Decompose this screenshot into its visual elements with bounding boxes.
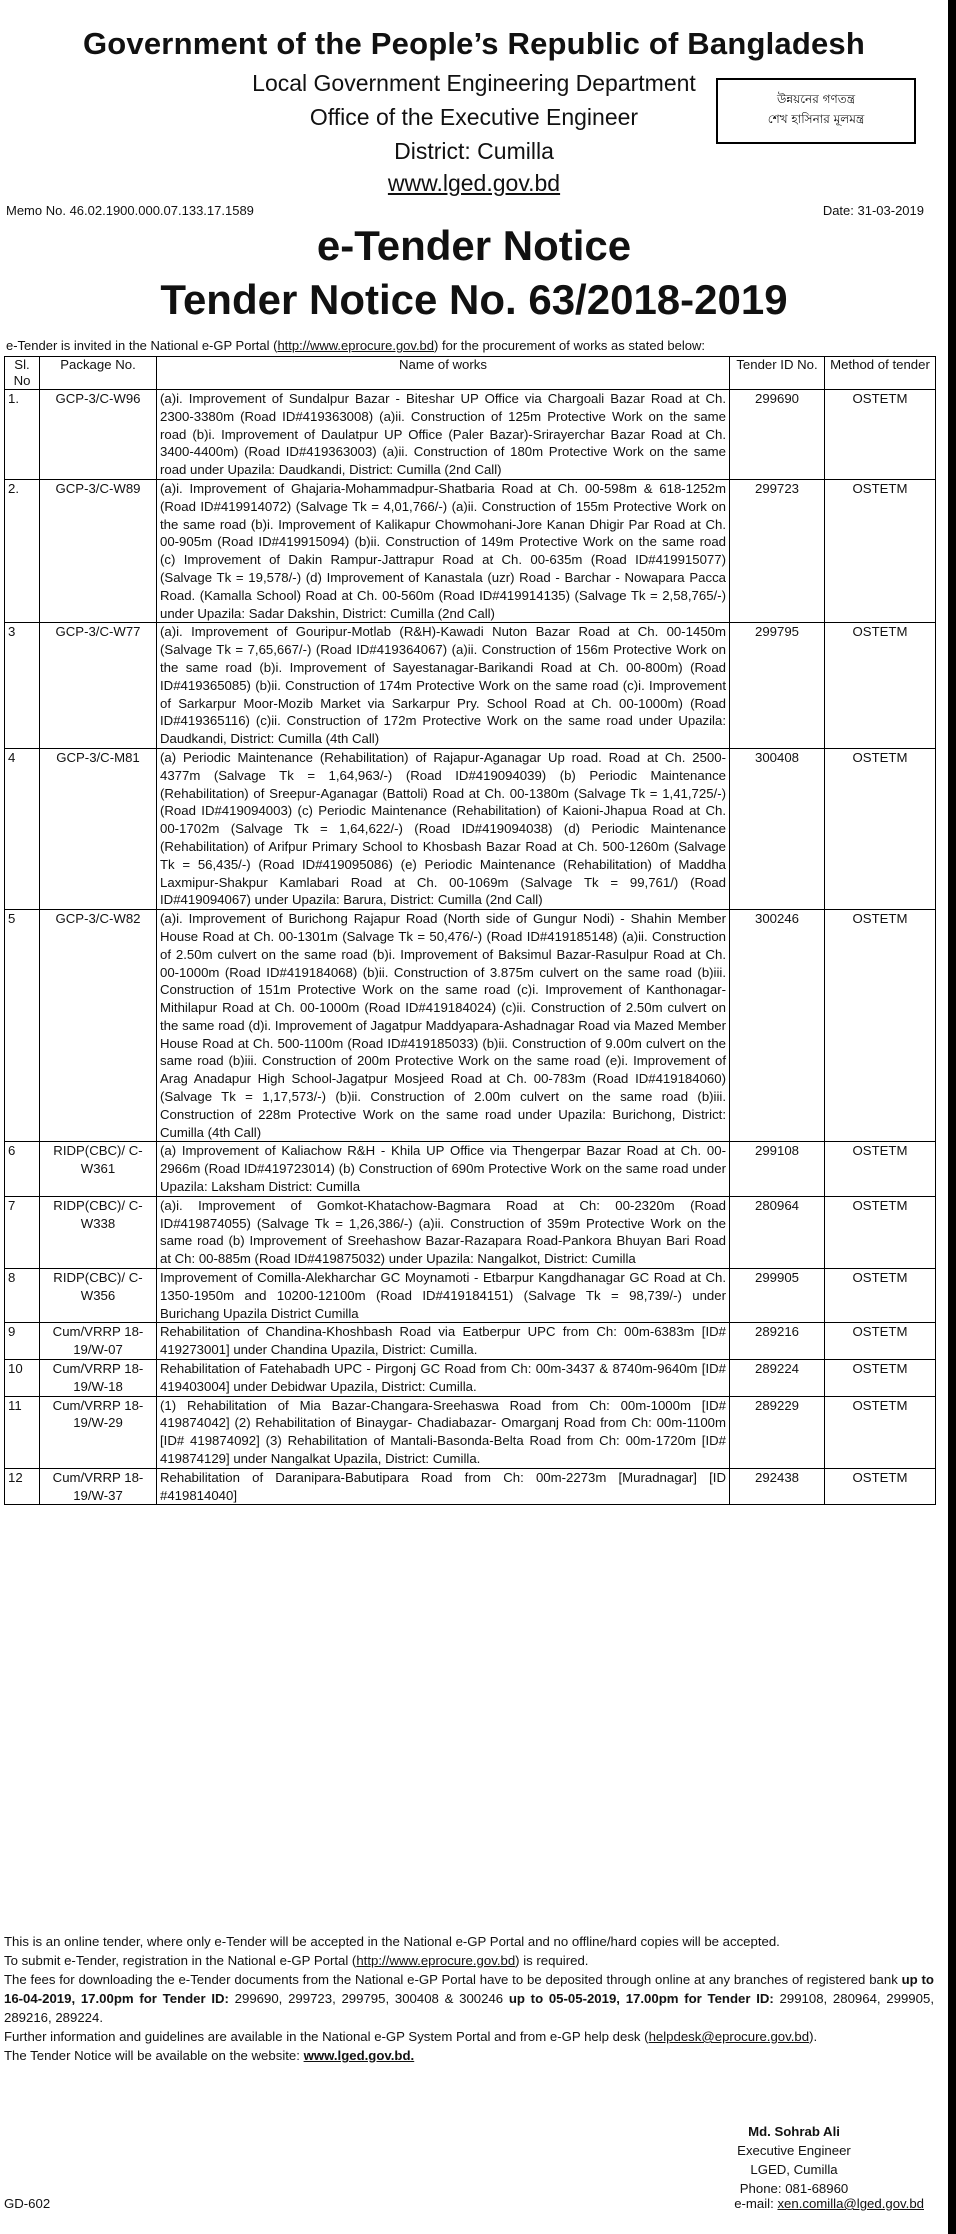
row-sl: 9 bbox=[5, 1323, 40, 1360]
website-text: The Tender Notice will be available on the website: bbox=[4, 2048, 304, 2063]
row-package: RIDP(CBC)/ C-W361 bbox=[40, 1142, 157, 1196]
row-tender-id: 292438 bbox=[730, 1468, 825, 1505]
header-sl: Sl. No bbox=[5, 357, 40, 390]
row-tender-id: 300408 bbox=[730, 748, 825, 909]
row-package: RIDP(CBC)/ C-W356 bbox=[40, 1269, 157, 1323]
row-tender-id: 299690 bbox=[730, 390, 825, 480]
row-package: GCP-3/C-M81 bbox=[40, 748, 157, 909]
notice-title: e-Tender Notice bbox=[316, 222, 632, 269]
signatory-designation: Executive Engineer bbox=[737, 2143, 851, 2158]
intro-before: e-Tender is invited in the National e-GP Portal ( bbox=[6, 338, 278, 353]
row-tender-id: 299108 bbox=[730, 1142, 825, 1196]
row-package: Cum/VRRP 18-19/W-07 bbox=[40, 1323, 157, 1360]
deadline-2: up to 05-05-2019, 17.00pm for Tender ID: bbox=[508, 1991, 774, 2006]
deadline-1: up to 16-04-2019, 17.00pm for Tender ID: bbox=[4, 1972, 934, 2006]
footer-line-5 bbox=[4, 2046, 934, 2065]
row-sl: 8 bbox=[5, 1269, 40, 1323]
row-name: Rehabilitation of Chandina-Khoshbash Road via Eatberpur UPC from Ch: 00m-6383m [ID# 419273001] under Chandina Upazila, District: Cumilla. bbox=[157, 1323, 730, 1360]
row-name: (a)i. Improvement of Ghajaria-Mohammadpur-Shatbaria Road at Ch. 00-598m & 618-1252m (Road ID#419914072) (Salvage Tk = 4,01,766/-) (a)ii. Construction of 155m Protective Work on the same road (b)i. Improvement of Kalikapur Chowmohani-Jore Kanan Dhigir Par Road at Ch. 00-905m (Road ID#419915094) (b)ii. Construction of 149m Protective Work on the same road (c) Improvement of Dakin Rampur-Jattrapur Road at Ch. 00-635m (Road ID#419915077) (Salvage Tk = 19,578/-) (d) Improvement of Kanastala (uzr) Road - Barchar - Nowapara Pacca Road. (Kamalla School) Road at Ch. 00-560m (Road ID#419914135) (Salvage Tk = 2,58,765/-) under Upazila: Sadar Dakshin, District: Cumilla (2nd Call) bbox=[157, 479, 730, 622]
row-method: OSTETM bbox=[825, 1196, 936, 1268]
signatory-name: Md. Sohrab Ali bbox=[748, 2124, 840, 2139]
slogan-box bbox=[716, 78, 916, 144]
row-name: (1) Rehabilitation of Mia Bazar-Changara-Sreehaswa Road from Ch: 00m-1000m [ID# 419874042] (2) Rehabilitation of Binaygar- Chadiabazar- Omarganj Road from Ch: 00m-1100m [ID# 419874092] (3) Rehabilitation of Mantali-Basonda-Belta Road from Ch: 00m-1720m [ID# 419874129] under Nangalkat Upazila, District: Cumilla. bbox=[157, 1396, 730, 1468]
row-tender-id: 299795 bbox=[730, 623, 825, 749]
footer-line-2-text: To submit e-Tender, registration in the National e-GP Portal ( bbox=[4, 1953, 357, 1968]
row-sl: 12 bbox=[5, 1468, 40, 1505]
table-row bbox=[5, 1269, 936, 1323]
table-row bbox=[5, 390, 936, 480]
table-row bbox=[5, 623, 936, 749]
footer-line-4 bbox=[4, 2027, 934, 2046]
row-name: (a)i. Improvement of Gomkot-Khatachow-Bagmara Road at Ch: 00-2320m (Road ID#419874055) (Salvage Tk = 1,26,386/-) (a)ii. Construction of 359m Protective Work on the same road (b) Improvement of Sreehashow Bazar-Razapara Road-Pankora Bhuyan Bari Road at Ch: 00-885m (Road ID#419875032) under Upazila: Nangalkot, District: Cumilla bbox=[157, 1196, 730, 1268]
row-method: OSTETM bbox=[825, 623, 936, 749]
notice-date: Date: 31-03-2019 bbox=[822, 203, 924, 218]
row-method: OSTETM bbox=[825, 1323, 936, 1360]
gd-number: GD-602 bbox=[4, 2196, 51, 2211]
row-tender-id: 280964 bbox=[730, 1196, 825, 1268]
eprocure-link[interactable]: http://www.eprocure.gov.bd bbox=[356, 1953, 516, 1968]
tender-table bbox=[4, 356, 936, 1505]
table-header-row bbox=[5, 357, 936, 390]
row-package: RIDP(CBC)/ C-W338 bbox=[40, 1196, 157, 1268]
row-tender-id: 299905 bbox=[730, 1269, 825, 1323]
table-row bbox=[5, 748, 936, 909]
helpdesk-text: Further information and guidelines are available in the National e-GP System Portal and from e-GP help desk ( bbox=[4, 2029, 649, 2044]
row-sl: 10 bbox=[5, 1360, 40, 1397]
row-package: GCP-3/C-W89 bbox=[40, 479, 157, 622]
tender-ids-1: 299690, 299723, 299795, 300408 & 300246 bbox=[228, 1991, 509, 2006]
header-method: Method of tender bbox=[825, 357, 936, 390]
helpdesk-link[interactable]: helpdesk@eprocure.gov.bd bbox=[648, 2029, 810, 2044]
row-package: GCP-3/C-W77 bbox=[40, 623, 157, 749]
department-name: Local Government Engineering Department bbox=[252, 70, 696, 96]
footer-line-2-end: ) is required. bbox=[515, 1953, 589, 1968]
header-name: Name of works bbox=[157, 357, 730, 390]
row-package: Cum/VRRP 18-19/W-18 bbox=[40, 1360, 157, 1397]
table-row bbox=[5, 1468, 936, 1505]
table-row bbox=[5, 1396, 936, 1468]
row-name: Improvement of Comilla-Alekharchar GC Moynamoti - Etbarpur Kangdhanagar GC Road at Ch. 1350-1950m and 10200-12100m (Road ID#419184151) (Salvage Tk = 98,739/-) under Burichang Upazila District Cumilla bbox=[157, 1269, 730, 1323]
table-row bbox=[5, 910, 936, 1142]
signatory-org: LGED, Cumilla bbox=[750, 2162, 838, 2177]
row-method: OSTETM bbox=[825, 1142, 936, 1196]
table-row bbox=[5, 1142, 936, 1196]
header-tender-id: Tender ID No. bbox=[730, 357, 825, 390]
district-name: District: Cumilla bbox=[394, 138, 554, 164]
row-sl: 7 bbox=[5, 1196, 40, 1268]
email-label: e-mail: bbox=[734, 2196, 778, 2211]
row-method: OSTETM bbox=[825, 910, 936, 1142]
row-package: Cum/VRRP 18-19/W-29 bbox=[40, 1396, 157, 1468]
row-name: (a) Periodic Maintenance (Rehabilitation) of Rajapur-Aganagar Up road. Road at Ch. 2500-4377m (Salvage Tk = 1,64,963/-) (Road ID#419094039) (b) Periodic Maintenance (Rehabilitation) of Sreepur-Aganagar (Battoli) Road at Ch. 00-1380m (Salvage Tk = 1,41,725/-) (Road ID#419094003) (c) Periodic Maintenance (Rehabilitation) of Kaioni-Jhapua Road at Ch. 00-1702m (Salvage Tk = 1,64,622/-) (Road ID#419094038) (d) Periodic Maintenance (Rehabilitation) of Arifpur Primary School to Khosbash Bazar Road at Ch. 500-1260m (Salvage Tk = 56,435/-) (Road ID#419095086) (e) Periodic Maintenance (Rehabilitation) of Maddha Laxmipur-Shakpur Kamlabari Road at Ch. 00-1069m (Salvage Tk = 99,761/) (Road ID#419094067) under Upazila: Barura, District: Cumilla (2nd Call) bbox=[157, 748, 730, 909]
email-link[interactable]: xen.comilla@lged.gov.bd bbox=[777, 2196, 924, 2211]
row-method: OSTETM bbox=[825, 1269, 936, 1323]
row-method: OSTETM bbox=[825, 390, 936, 480]
row-package: Cum/VRRP 18-19/W-37 bbox=[40, 1468, 157, 1505]
row-tender-id: 289224 bbox=[730, 1360, 825, 1397]
office-name: Office of the Executive Engineer bbox=[309, 104, 639, 130]
row-name: (a)i. Improvement of Sundalpur Bazar - Biteshar UP Office via Chargoali Bazar Road at Ch. 2300-3380m (Road ID#419363008) (a)ii. Construction of 125m Protective Work on the same road (b)i. Improvement of Daulatpur UP Office (Paler Bazar)-Srirayerchar Bazar Road at Ch. 3400-4400m) (Road ID#419363003) (a)ii. Construction of 180m Protective Work on the same road under Upazila: Daudkandi, District: Cumilla (2nd Call) bbox=[157, 390, 730, 480]
slogan-line-1: উন্নয়নের গণতন্ত্র bbox=[776, 92, 856, 106]
table-row bbox=[5, 479, 936, 622]
row-name: (a)i. Improvement of Gouripur-Motlab (R&H)-Kawadi Nuton Bazar Road at Ch. 00-1450m (Salvage Tk = 7,65,667/-) (Road ID#419364067) (a)ii. Construction of 156m Protective Work on the same road (b)i. Improvement of Sayestanagar-Barikandi Road at Ch. 00-800m) (Road ID#419365085) (b)ii. Construction of 174m Protective Work on the same road (c)i. Improvement of Sarkarpur Moor-Mozib Market via Sarkarpur Pry. School Road at Ch. 00-1000m) (Road ID#419365116) (c)ii. Construction of 172m Protective Work on the same road under Upazila: Daudkandi, District: Cumilla (4th Call) bbox=[157, 623, 730, 749]
intro-text bbox=[6, 338, 705, 353]
row-sl: 1. bbox=[5, 390, 40, 480]
row-sl: 11 bbox=[5, 1396, 40, 1468]
row-method: OSTETM bbox=[825, 748, 936, 909]
helpdesk-end: ). bbox=[809, 2029, 818, 2044]
website-link-footer[interactable]: www.lged.gov.bd. bbox=[303, 2048, 415, 2063]
table-row bbox=[5, 1323, 936, 1360]
row-name: Rehabilitation of Daranipara-Babutipara Road from Ch: 00m-2273m [Muradnagar] [ID #419814040] bbox=[157, 1468, 730, 1505]
table-row bbox=[5, 1196, 936, 1268]
row-method: OSTETM bbox=[825, 479, 936, 622]
row-sl: 5 bbox=[5, 910, 40, 1142]
row-name: (a)i. Improvement of Burichong Rajapur Road (North side of Gungur Nodi) - Shahin Member House Road at Ch. 00-1301m (Salvage Tk = 50,476/-) (Road ID#419185148) (a)ii. Construction of 2.50m culvert on the same road (b)i. Improvement of Baksimul Bazar-Rasulpur Road at Ch. 00-1000m (Road ID#419184068) (b)ii. Construction of 3.875m culvert on the same road (b)iii. Construction of 151m Protective Work on the same road (c)i. Improvement of Kanthonagar-Mithilapur Road at Ch. 00-1000m (Road ID#419184024) (c)ii. Construction of 2.50m culvert on the same road (d)i. Improvement of Jagatpur Maddyapara-Ashadnagar Road via Mazed Member House Road at Ch. 500-1100m (Road ID#419185033) (b)ii. Construction of 9.00m culvert on the same road (b)iii. Construction of 200m Protective Work on the same road (e)i. Improvement of Arag Anadapur High School-Jagatpur Mosjeed Road at Ch. 00-783m (Road ID#419184060) (Salvage Tk = 1,17,573/-) (b)ii. Construction of 2.00m culvert on the same road (b)iii. Construction of 228m Protective Work on the same road under Upazila: Burichong, District: Cumilla (4th Call) bbox=[157, 910, 730, 1142]
slogan-line-2: শেখ হাসিনার মূলমন্ত্র bbox=[767, 112, 865, 126]
fees-text: The fees for downloading the e-Tender documents from the National e-GP Portal have to be deposited through online at any branches of registered bank bbox=[4, 1972, 902, 1987]
signatory-email bbox=[734, 2196, 924, 2211]
intro-link[interactable]: http://www.eprocure.gov.bd bbox=[277, 338, 435, 353]
memo-number: Memo No. 46.02.1900.000.07.133.17.1589 bbox=[6, 203, 254, 218]
tender-ids-2: 299108, 280964, 299905, 289216, 289224. bbox=[4, 1991, 934, 2025]
row-tender-id: 289216 bbox=[730, 1323, 825, 1360]
row-tender-id: 289229 bbox=[730, 1396, 825, 1468]
row-package: GCP-3/C-W96 bbox=[40, 390, 157, 480]
intro-after: ) for the procurement of works as stated below: bbox=[434, 338, 705, 353]
footer-notes bbox=[4, 1932, 934, 2065]
footer-line-2 bbox=[4, 1951, 934, 1970]
table-body bbox=[5, 390, 936, 1505]
signatory-phone: Phone: 081-68960 bbox=[739, 2181, 849, 2196]
footer-line-1: This is an online tender, where only e-Tender will be accepted in the National e-GP Portal and no offline/hard copies will be accepted. bbox=[4, 1934, 780, 1949]
row-method: OSTETM bbox=[825, 1468, 936, 1505]
website-link[interactable]: www.lged.gov.bd bbox=[387, 170, 561, 196]
signature-block bbox=[664, 2122, 924, 2198]
table-row bbox=[5, 1360, 936, 1397]
row-package: GCP-3/C-W82 bbox=[40, 910, 157, 1142]
row-tender-id: 300246 bbox=[730, 910, 825, 1142]
row-method: OSTETM bbox=[825, 1396, 936, 1468]
footer-line-3 bbox=[4, 1970, 934, 2027]
row-name: Rehabilitation of Fatehabadh UPC - Pirgonj GC Road from Ch: 00m-3437 & 8740m-9640m [ID# 419403004] under Debidwar Upazila, District: Cumilla. bbox=[157, 1360, 730, 1397]
row-method: OSTETM bbox=[825, 1360, 936, 1397]
row-sl: 4 bbox=[5, 748, 40, 909]
government-title: Government of the People’s Republic of Bangladesh bbox=[82, 26, 866, 61]
row-sl: 3 bbox=[5, 623, 40, 749]
notice-subtitle: Tender Notice No. 63/2018-2019 bbox=[160, 276, 788, 323]
row-sl: 6 bbox=[5, 1142, 40, 1196]
row-sl: 2. bbox=[5, 479, 40, 622]
header-package: Package No. bbox=[40, 357, 157, 390]
row-tender-id: 299723 bbox=[730, 479, 825, 622]
row-name: (a) Improvement of Kaliachow R&H - Khila UP Office via Thengerpar Bazar Road at Ch. 00-2966m (Road ID#419723014) (b) Construction of 690m Protective Work on the same road under Upazila: Laksham District: Cumilla bbox=[157, 1142, 730, 1196]
